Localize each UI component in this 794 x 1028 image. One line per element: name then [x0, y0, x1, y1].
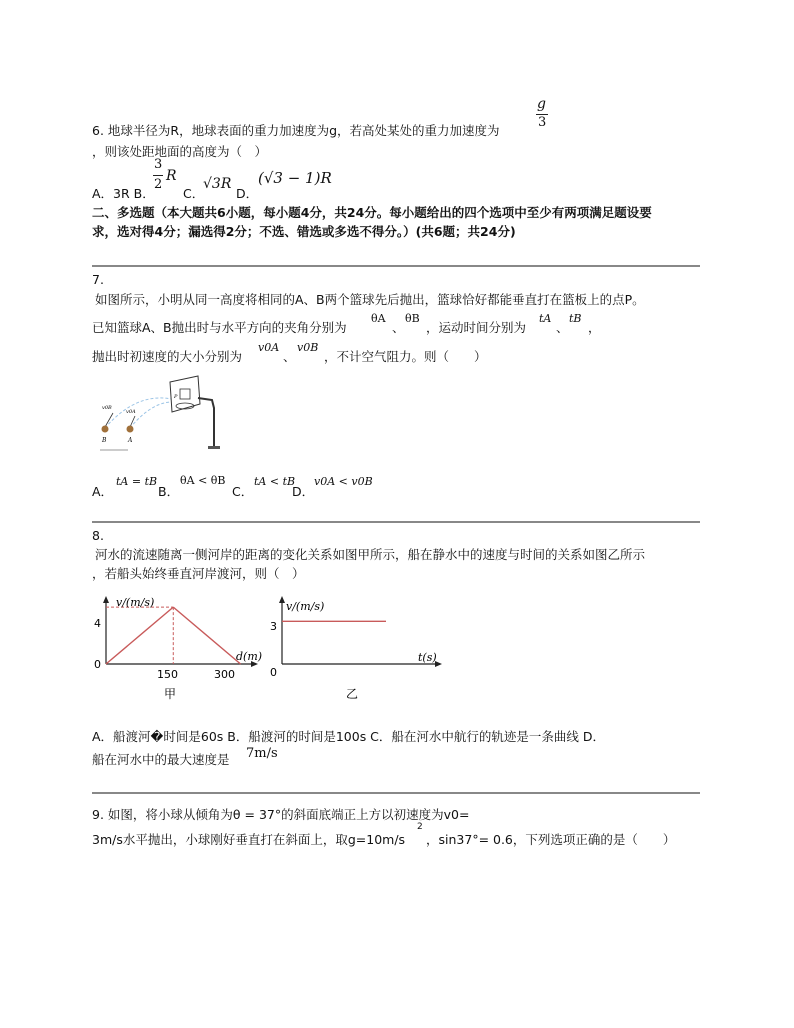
q7-stem-line2-b: ，运动时间分别为 [426, 320, 527, 335]
chart-jia-ylabel: v/(m/s) [116, 596, 155, 609]
q8-option-d-math: 7m/s [246, 746, 278, 761]
chart-jia-tick-150: 150 [157, 668, 178, 681]
q7-stem-line3-a: 抛出时初速度的大小分别为 [92, 349, 243, 364]
q6-option-b-bar [153, 175, 163, 176]
divider-before-q8 [92, 521, 700, 523]
basketball-figure [98, 372, 238, 452]
chart-yi-caption: 乙 [346, 687, 359, 701]
chart-yi-ylabel: v/(m/s) [286, 600, 325, 613]
divider-before-q9 [92, 792, 700, 794]
q6-fraction-numerator: g [537, 96, 546, 112]
q7-option-d-label: D． [292, 484, 315, 499]
q7-stem-line3-b: ，不计空气阻力。则（ ） [324, 349, 487, 364]
q7-t-b: tB [569, 312, 582, 325]
q8-options-line2: 船在河水中的最大速度是 [92, 752, 230, 767]
q6-option-d-label: D． [236, 186, 259, 201]
q9-stem-line1: 9. 如图，将小球从倾角为θ = 37°的斜面底端正上方以初速度为v0= [92, 807, 470, 822]
q7-v0a: v0A [258, 341, 280, 354]
q6-stem-line2: ，则该处距地面的高度为（ ） [92, 144, 268, 159]
q7-option-a-math: tA = tB [116, 475, 158, 488]
q6-option-b-denominator: 2 [154, 177, 163, 192]
q7-sep3: 、 [283, 349, 296, 364]
fig-label-a: A [128, 437, 133, 444]
q7-t-a: tA [539, 312, 552, 325]
chart-jia-series-segment [106, 607, 173, 664]
q7-stem-line2-c: ， [588, 320, 601, 335]
q7-option-a-label: A． [92, 484, 114, 499]
q8-options-line1: A．船渡河�时间是60s B．船渡河的时间是100s C．船在河水中航行的轨迹是一条曲线 D． [92, 729, 606, 744]
q6-stem-line1: 6. 地球半径为R，地球表面的重力加速度为g，若高处某处的重力加速度为 [92, 123, 500, 138]
chart-yi-tick-y3: 3 [270, 620, 277, 633]
section-2-line1: 二、多选题（本大题共6小题，每小题4分，共24分。每小题给出的四个选项中至少有两项满足题设要 [92, 205, 652, 220]
fig-label-p: P [174, 394, 178, 400]
q6-option-d-math: (√3 − 1)R [258, 169, 332, 187]
divider-before-q7 [92, 265, 700, 267]
chart-jia [90, 594, 270, 706]
q7-stem-line1: 如图所示，小明从同一高度将相同的A、B两个篮球先后抛出，篮球恰好都能垂直打在篮板上的点P。 [95, 292, 645, 307]
q7-option-b-math: θA < θB [180, 474, 226, 487]
q6-fraction-denominator: 3 [538, 115, 547, 130]
chart-yi-tick-y0: 0 [270, 666, 277, 679]
q8-stem-line2: ，若船头始终垂直河岸渡河，则（ ） [92, 566, 305, 581]
q8-number: 8. [92, 528, 104, 543]
chart-jia-tick-y4: 4 [94, 617, 101, 630]
chart-yi [268, 594, 448, 706]
q7-theta-a: θA [371, 312, 386, 325]
chart-jia-series-segment [173, 607, 240, 664]
chart-jia-xlabel: d(m) [236, 650, 263, 663]
q7-option-b-label: B． [158, 484, 180, 499]
q7-number: 7. [92, 272, 104, 287]
chart-jia-tick-300: 300 [214, 668, 235, 681]
q7-sep1: 、 [392, 320, 405, 335]
q7-option-c-math: tA < tB [254, 475, 296, 488]
q6-options-ab: A．3R B． [92, 186, 155, 201]
q7-sep2: 、 [556, 320, 569, 335]
q8-stem-line1: 河水的流速随离一侧河岸的距离的变化关系如图甲所示，船在静水中的速度与时间的关系如图乙所示 [95, 547, 646, 562]
q7-v0b: v0B [297, 341, 319, 354]
q6-option-c-math: √3R [203, 176, 232, 192]
q6-option-b-numerator: 3 [154, 157, 163, 172]
chart-jia-y-arrow [103, 596, 109, 603]
q7-option-d-math: v0A < v0B [314, 475, 373, 488]
q9-stem-line2-a: 3m/s水平抛出，小球刚好垂直打在斜面上，取g=10m/s [92, 832, 406, 847]
q7-option-c-label: C． [232, 484, 254, 499]
q7-stem-line2-a: 已知篮球A、B抛出时与水平方向的夹角分别为 [92, 320, 347, 335]
chart-jia-tick-y0: 0 [94, 658, 101, 671]
section-2-line2: 求，选对得4分；漏选得2分；不选、错选或多选不得分。）(共6题；共24分) [92, 224, 516, 239]
chart-yi-y-arrow [279, 596, 285, 603]
chart-jia-caption: 甲 [164, 687, 177, 701]
q6-option-b-R: R [166, 168, 177, 184]
q9-stem-line2-b: ，sin37°= 0.6，下列选项正确的是（ ） [426, 832, 676, 847]
q6-option-c-label: C． [183, 186, 205, 201]
fig-label-b: B [102, 437, 107, 444]
fig-label-vb: v0B [102, 405, 112, 411]
fig-label-va: v0A [126, 409, 136, 415]
q7-theta-b: θB [405, 312, 420, 325]
chart-yi-xlabel: t(s) [418, 651, 437, 664]
q9-superscript: 2 [417, 822, 423, 832]
